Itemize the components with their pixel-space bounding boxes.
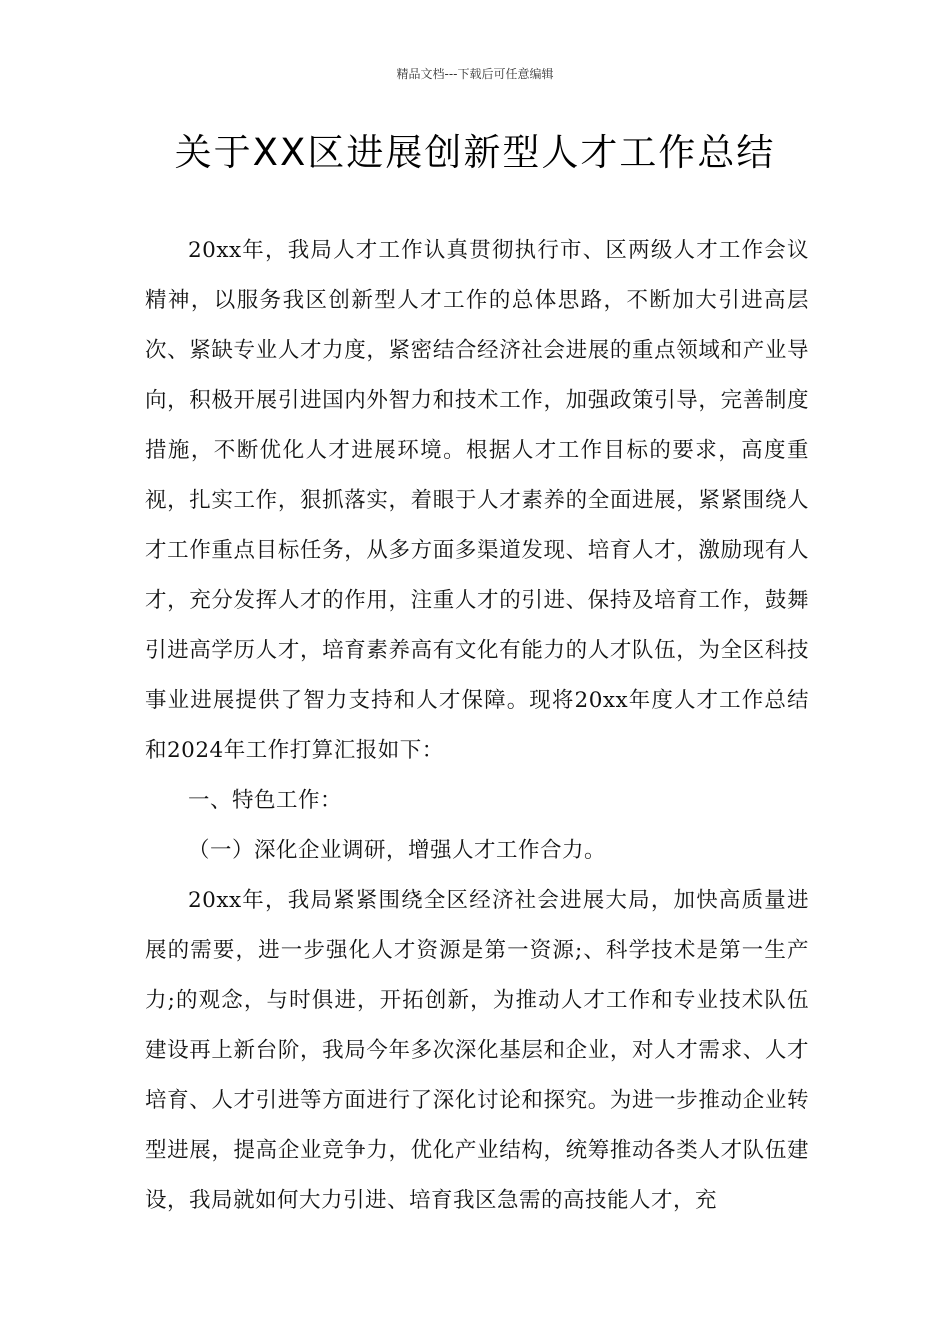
subsection-heading: （一）深化企业调研，增强人才工作合力。 xyxy=(188,838,607,863)
paragraph-intro: 20xx年，我局人才工作认真贯彻执行市、区两级人才工作会议精神，以服务我区创新型人才工作的总体思路，不断加大引进高层次、紧缺专业人才力度，紧密结合经济社会进展的重点领域和产业导向，积极开展引进国内外智力和技术工作，加强政策引导，完善制度措施，不断优化人才进展环境。根据人才工作目标的要求，高度重视，扎实工作，狠抓落实，着眼于人才素养的全面进展，紧紧围绕人才工作重点目标任务，从多方面多渠道发现、培育人才，激励现有人才，充分发挥人才的作用，注重人才的引进、保持及培育工作，鼓舞引进高学历人才，培育素养高有文化有能力的人才队伍，为全区科技事业进展提供了智力支持和人才保障。现将20xx年度人才工作总结和2024年工作打算汇报如下： xyxy=(145,238,809,763)
document-title: 关于XX区进展创新型人才工作总结 xyxy=(174,131,776,174)
paragraph-body: 20xx年，我局紧紧围绕全区经济社会进展大局，加快高质量进展的需要，进一步强化人才资源是第一资源;、科学技术是第一生产力;的观念，与时俱进，开拓创新，为推动人才工作和专业技术队伍建设再上新台阶，我局今年多次深化基层和企业，对人才需求、人才培育、人才引进等方面进行了深化讨论和探究。为进一步推动企业转型进展，提高企业竞争力，优化产业结构，统筹推动各类人才队伍建设，我局就如何大力引进、培育我区急需的高技能人才，充 xyxy=(145,888,809,1213)
document-body xyxy=(145,226,809,1226)
header-note: 精品文档---下载后可任意编辑 xyxy=(396,67,554,81)
section-heading: 一、特色工作： xyxy=(188,788,343,813)
